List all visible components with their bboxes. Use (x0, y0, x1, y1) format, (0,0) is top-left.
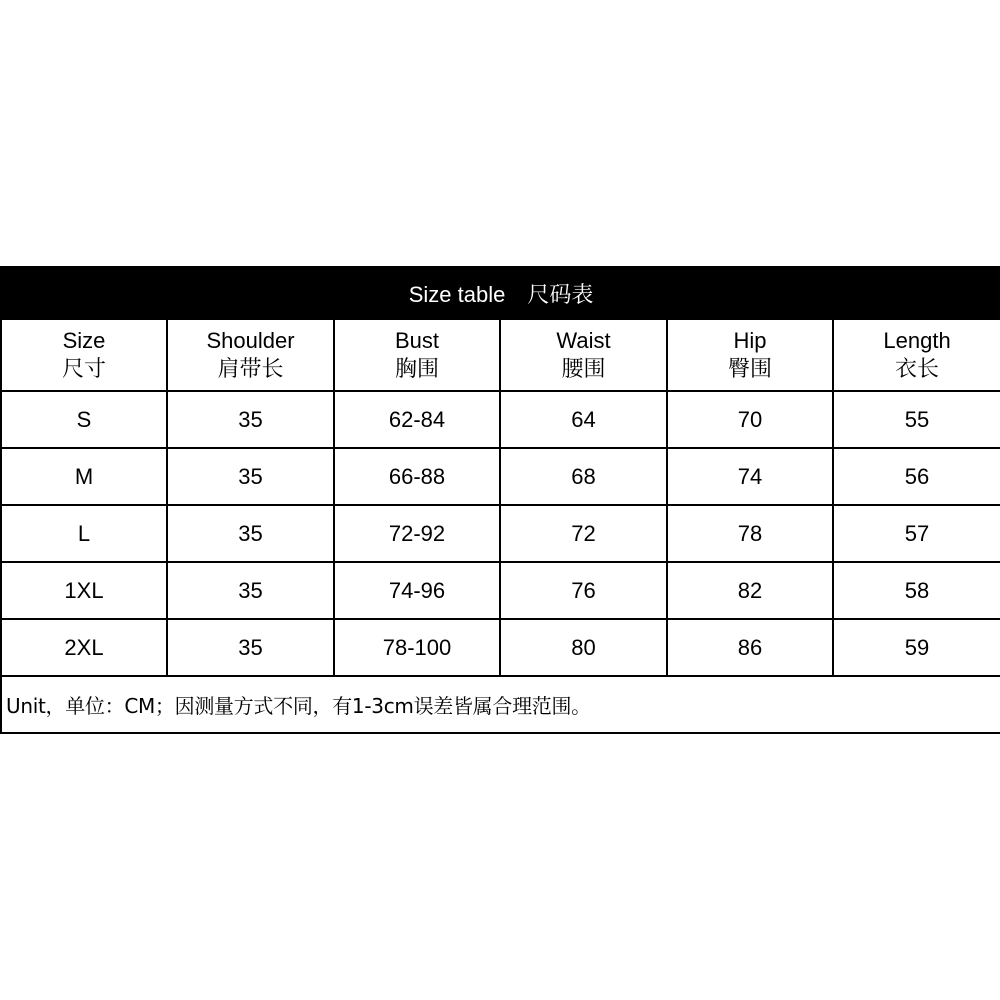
column-header-en: Size (62, 328, 106, 353)
table-row-2xl (1, 619, 1000, 676)
column-header-waist (500, 319, 667, 391)
cell-hip: 82 (667, 562, 833, 619)
column-header-cn: 臀围 (727, 356, 772, 381)
cell-bust: 66-88 (334, 448, 500, 505)
column-header-length (833, 319, 1000, 391)
column-header-en: Length (883, 328, 951, 353)
table-row-m (1, 448, 1000, 505)
measurement-note: Unit，单位：CM；因测量方式不同，有1-3cm误差皆属合理范围。 (6, 694, 591, 718)
cell-shoulder: 35 (167, 619, 334, 676)
table-title-en: Size table (408, 281, 506, 307)
table-title-row (1, 267, 1000, 319)
cell-bust: 72-92 (334, 505, 500, 562)
cell-shoulder: 35 (167, 448, 334, 505)
cell-bust: 74-96 (334, 562, 500, 619)
cell-length: 56 (833, 448, 1000, 505)
cell-waist: 64 (500, 391, 667, 448)
cell-shoulder: 35 (167, 562, 334, 619)
cell-length: 59 (833, 619, 1000, 676)
column-header-en: Hip (733, 328, 767, 353)
cell-hip: 74 (667, 448, 833, 505)
cell-size: 1XL (1, 562, 167, 619)
cell-bust: 78-100 (334, 619, 500, 676)
table-title-cn: 尺码表 (527, 281, 594, 307)
table-row-1xl (1, 562, 1000, 619)
column-header-en: Bust (394, 328, 440, 353)
cell-waist: 68 (500, 448, 667, 505)
column-header-en: Shoulder (206, 328, 295, 353)
cell-length: 55 (833, 391, 1000, 448)
cell-length: 57 (833, 505, 1000, 562)
table-row-l (1, 505, 1000, 562)
cell-waist: 72 (500, 505, 667, 562)
cell-size: 2XL (1, 619, 167, 676)
cell-hip: 78 (667, 505, 833, 562)
cell-shoulder: 35 (167, 505, 334, 562)
table-row-s (1, 391, 1000, 448)
cell-bust: 62-84 (334, 391, 500, 448)
column-header-row (1, 319, 1000, 391)
table-note-row (1, 676, 1000, 733)
column-header-shoulder (167, 319, 334, 391)
column-header-en: Waist (556, 328, 611, 353)
measurement-note-cell (1, 676, 1000, 733)
cell-shoulder: 35 (167, 391, 334, 448)
column-header-hip (667, 319, 833, 391)
column-header-bust (334, 319, 500, 391)
cell-length: 58 (833, 562, 1000, 619)
column-header-cn: 衣长 (895, 356, 940, 381)
size-table (0, 266, 1000, 734)
cell-size: L (1, 505, 167, 562)
cell-waist: 80 (500, 619, 667, 676)
cell-size: M (1, 448, 167, 505)
column-header-cn: 腰围 (561, 356, 606, 381)
cell-hip: 86 (667, 619, 833, 676)
column-header-cn: 胸围 (394, 356, 439, 381)
cell-size: S (1, 391, 167, 448)
column-header-size (1, 319, 167, 391)
column-header-cn: 尺寸 (61, 356, 106, 381)
table-title (1, 267, 1000, 319)
cell-waist: 76 (500, 562, 667, 619)
cell-hip: 70 (667, 391, 833, 448)
column-header-cn: 肩带长 (217, 356, 284, 381)
